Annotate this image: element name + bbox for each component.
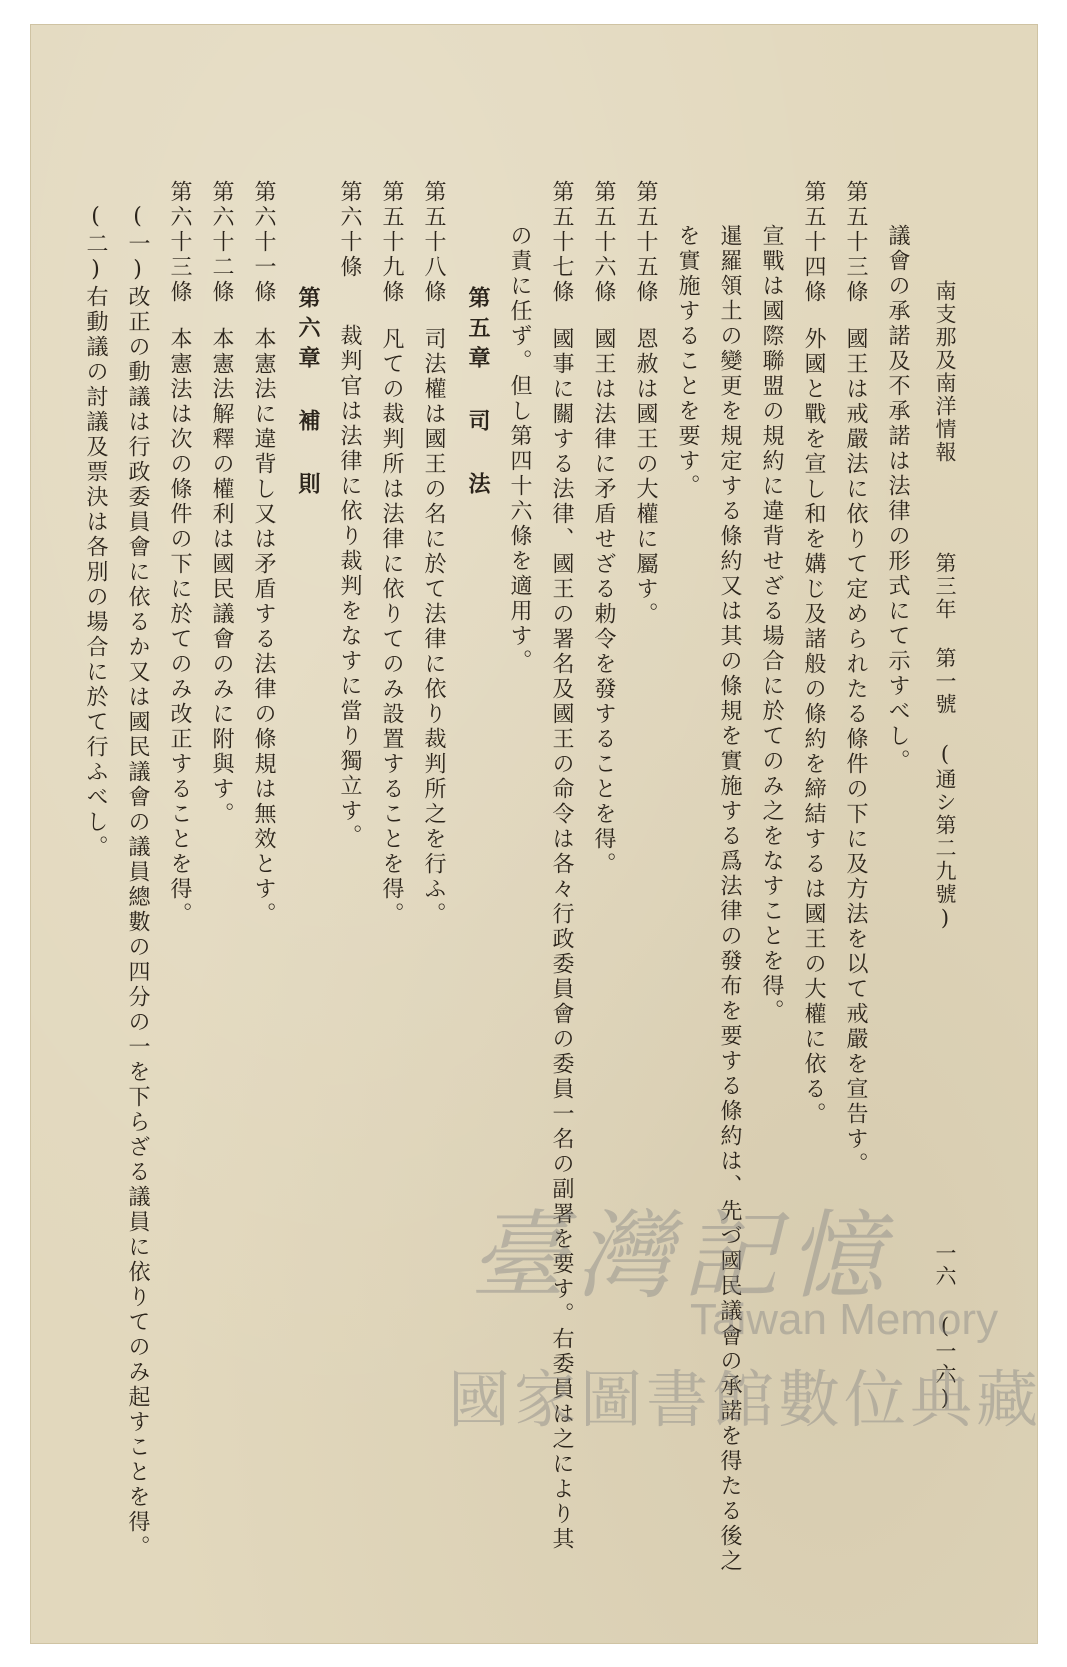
article-text: 國王は戒嚴法に依りて定められたる條件の下に及方法を以て戒嚴を宣告す。 [843, 327, 868, 1177]
article-heading: 第五十七條 [549, 180, 574, 305]
article-text: 國王は法律に矛盾せざる勅令を發することを得。 [591, 327, 616, 877]
text-line: の責に任ず。但し第四十六條を適用す。 [507, 224, 532, 674]
article-57 [550, 180, 572, 1552]
clause-text: 改正の動議は行政委員會に依るか又は國民議會の議員總數の四分の一を下らざる議員に依りてのみ起すことを得。 [125, 285, 150, 1560]
article-63 [168, 180, 190, 927]
chapter-6-heading: 第六章 補 則 [295, 286, 320, 502]
chapter-5-heading: 第五章 司 法 [465, 286, 490, 502]
article-heading: 第六十二條 [209, 180, 234, 305]
article-text: 本憲法は次の條件の下に於てのみ改正することを得。 [167, 327, 192, 927]
text-line: 議會の承諾及不承諾は法律の形式にて示すべし。 [885, 224, 910, 774]
article-heading: 第五十九條 [379, 180, 404, 305]
article-text: 國事に關する法律、國王の署名及國王の命令は各々行政委員會の委員一名の副署を要す。右委員は之により其 [549, 327, 574, 1552]
article-text: 凡ての裁判所は法律に依りてのみ設置することを得。 [379, 327, 404, 927]
watermark-library-text: 國家圖書館數位典藏 [448, 1363, 1043, 1436]
issue-label: 第三年 第一號 (通シ第二九號) [933, 552, 957, 932]
article-text: 恩赦は國王の大權に屬す。 [633, 327, 658, 627]
article-heading: 第五十四條 [801, 180, 826, 305]
article-text: 外國と戰を宣し和を媾じ及諸般の條約を締結するは國王の大權に依る。 [801, 327, 826, 1127]
article-62 [210, 180, 232, 827]
clause-marker: (二) [83, 204, 108, 285]
watermark-script-text: 臺灣記憶 [470, 1200, 894, 1312]
page-number: 一六 (一六) [933, 1242, 957, 1412]
article-54 [802, 180, 824, 1127]
article-56 [592, 180, 614, 877]
article-heading: 第五十三條 [843, 180, 868, 305]
article-text: 本憲法解釋の權利は國民議會のみに附與す。 [209, 327, 234, 827]
article-text: 司法權は國王の名に於て法律に依り裁判所之を行ふ。 [421, 327, 446, 927]
clause-marker: (一) [125, 204, 150, 285]
article-61 [252, 180, 274, 927]
article-60 [338, 180, 360, 849]
article-heading: 第五十八條 [421, 180, 446, 305]
article-heading: 第五十六條 [591, 180, 616, 305]
text-line: 暹羅領土の變更を規定する條約又は其の條規を實施する爲法律の發布を要する條約は、先づ國民議會の承諾を得たる後之 [717, 224, 742, 1574]
text-line: 宣戰は國際聯盟の規約に違背せざる場合に於てのみ之をなすことを得。 [759, 224, 784, 1024]
running-header [934, 280, 955, 932]
clause-text: 右動議の討議及票決は各別の場合に於て行ふべし。 [83, 285, 108, 860]
article-59 [380, 180, 402, 927]
watermark-latin-text: Taiwan Memory [690, 1295, 999, 1344]
clause-1 [126, 204, 148, 1560]
publication-title: 南支那及南洋情報 [933, 280, 957, 464]
article-heading: 第六十三條 [167, 180, 192, 305]
clause-2 [84, 204, 106, 860]
article-text: 本憲法に違背し又は矛盾する法律の條規は無效とす。 [251, 327, 276, 927]
article-heading: 第六十一條 [251, 180, 276, 305]
article-58 [422, 180, 444, 927]
text-line: を實施することを要す。 [675, 224, 700, 499]
article-55 [634, 180, 656, 627]
article-heading: 第五十五條 [633, 180, 658, 305]
article-heading: 第六十條 [337, 180, 362, 280]
article-53 [844, 180, 866, 1177]
article-text: 裁判官は法律に依り裁判をなすに當り獨立す。 [337, 324, 362, 849]
